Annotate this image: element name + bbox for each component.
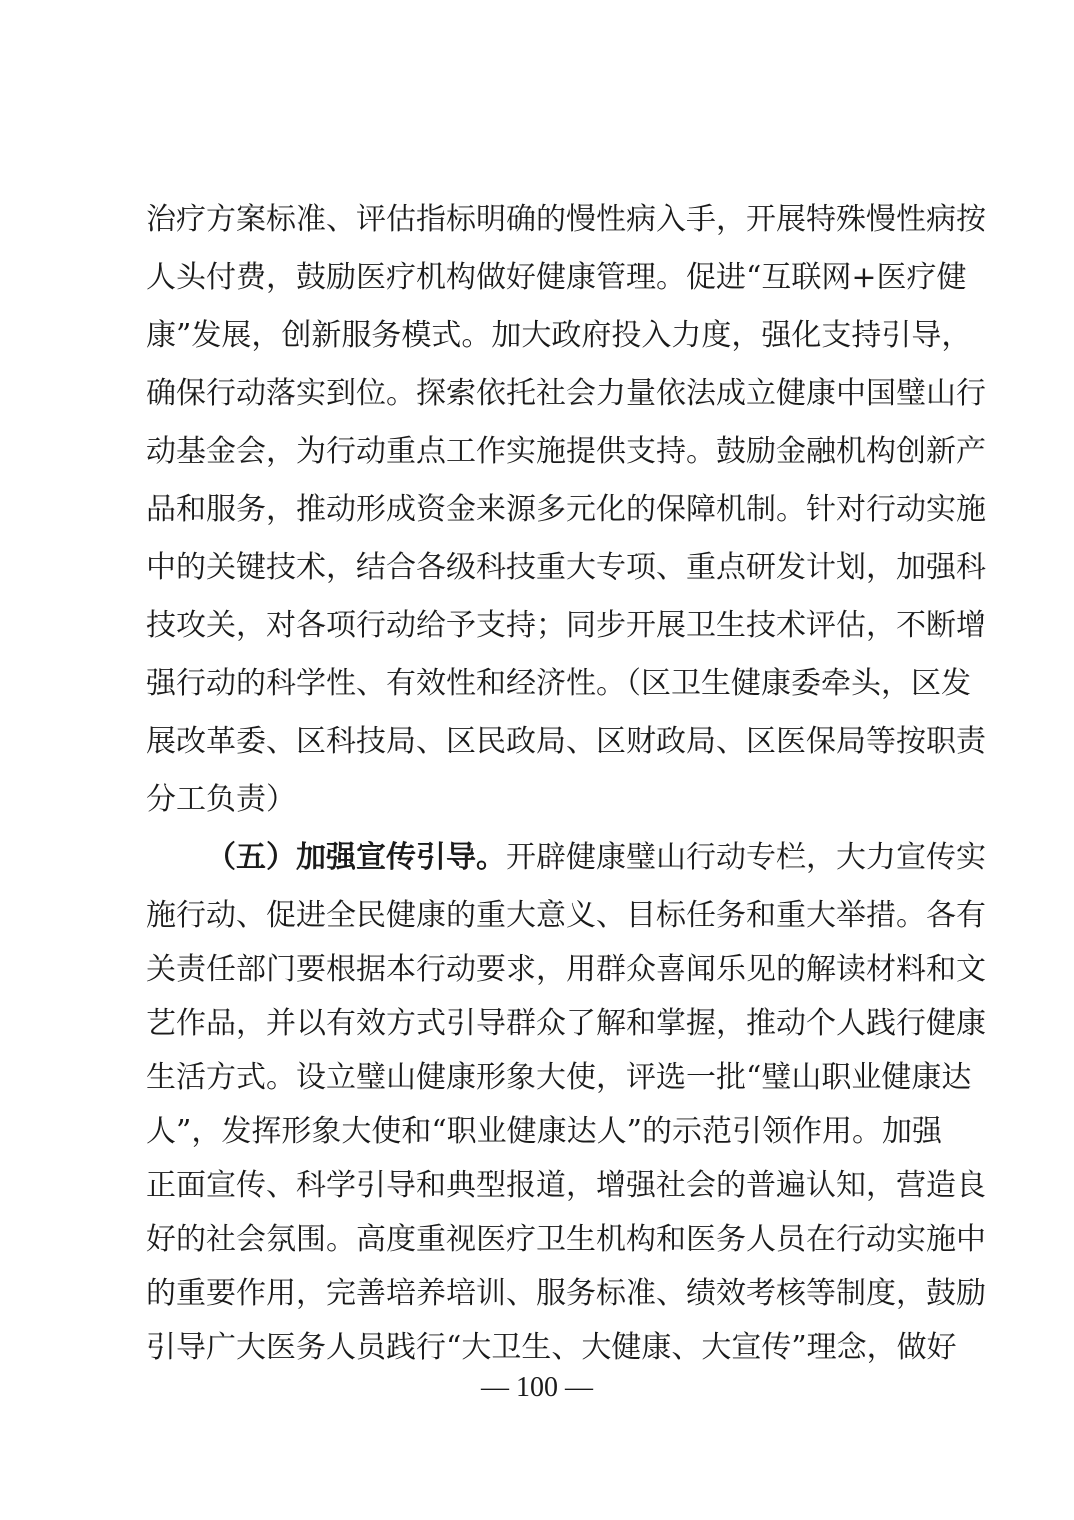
text-line: 关责任部门要根据本行动要求，用群众喜闻乐见的解读材料和文 — [146, 952, 986, 987]
page-number: — 100 — — [481, 1372, 593, 1403]
text-line: 正面宣传、科学引导和典型报道，增强社会的普遍认知，营造良 — [146, 1168, 986, 1203]
text-line: 施行动、促进全民健康的重大意义、目标任务和重大举措。各有 — [146, 898, 986, 933]
text-line: 动基金会，为行动重点工作实施提供支持。鼓励金融机构创新产 — [146, 434, 986, 469]
text-line: 分工负责） — [146, 782, 296, 817]
text-line: 强行动的科学性、有效性和经济性。（区卫生健康委牵头，区发 — [146, 666, 971, 701]
text-line: 展改革委、区科技局、区民政局、区财政局、区医保局等按职责 — [146, 724, 986, 759]
text-line: 人”，发挥形象大使和“职业健康达人”的示范引领作用。加强 — [146, 1114, 943, 1149]
text-line: 技攻关，对各项行动给予支持；同步开展卫生技术评估，不断增 — [146, 608, 986, 643]
section-first-line — [206, 831, 986, 885]
text-line: 生活方式。设立璧山健康形象大使，评选一批“璧山职业健康达 — [146, 1060, 972, 1095]
text-line: 中的关键技术，结合各级科技重大专项、重点研发计划，加强科 — [146, 550, 986, 585]
text-line: 康”发展，创新服务模式。加大政府投入力度，强化支持引导， — [146, 318, 972, 353]
section-first-line-text: 开辟健康璧山行动专栏，大力宣传实 — [506, 840, 986, 875]
section-heading: （五）加强宣传引导。 — [206, 840, 506, 875]
text-line: 确保行动落实到位。探索依托社会力量依法成立健康中国璧山行 — [146, 376, 986, 411]
text-line: 好的社会氛围。高度重视医疗卫生机构和医务人员在行动实施中 — [146, 1222, 986, 1257]
text-line: 引导广大医务人员践行“大卫生、大健康、大宣传”理念，做好 — [146, 1330, 957, 1365]
text-line: 的重要作用，完善培养培训、服务标准、绩效考核等制度，鼓励 — [146, 1276, 986, 1311]
text-line: 品和服务，推动形成资金来源多元化的保障机制。针对行动实施 — [146, 492, 986, 527]
text-line: 治疗方案标准、评估指标明确的慢性病入手，开展特殊慢性病按 — [146, 202, 986, 237]
text-line: 艺作品，并以有效方式引导群众了解和掌握，推动个人践行健康 — [146, 1006, 986, 1041]
text-line: 人头付费，鼓励医疗机构做好健康管理。促进“互联网+医疗健 — [146, 260, 967, 295]
